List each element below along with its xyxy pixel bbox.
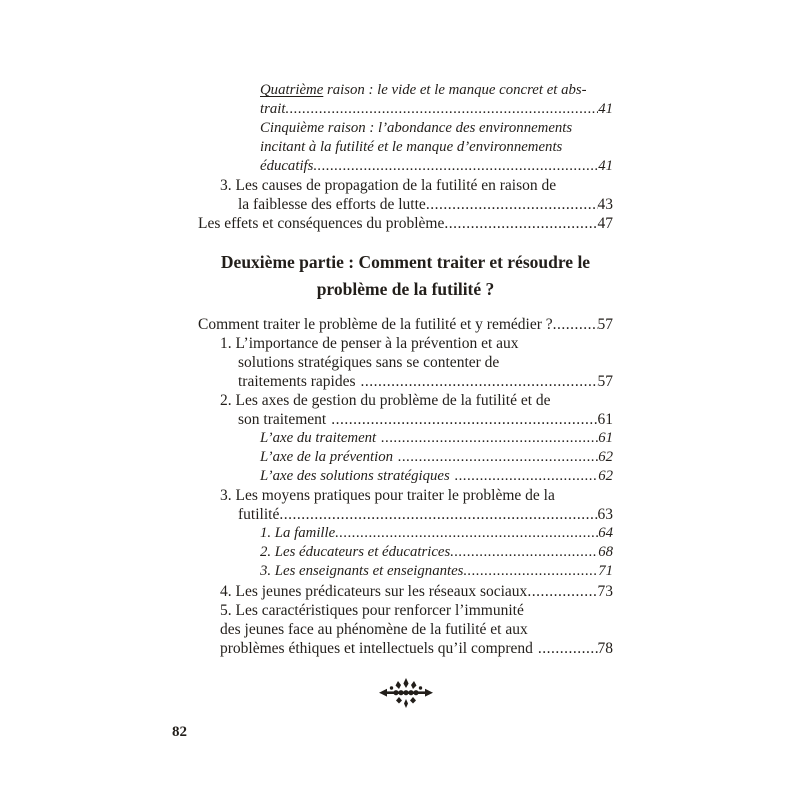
entry-page-number: 57	[597, 315, 613, 333]
toc-entry	[198, 448, 613, 467]
entry-text: L’axe du traitement	[260, 430, 377, 447]
toc-entry	[198, 467, 613, 486]
entry-page-number: 73	[597, 582, 613, 600]
toc-entry	[198, 582, 613, 601]
toc-entry	[198, 81, 613, 100]
dot-leader	[463, 562, 598, 581]
toc-entry	[198, 176, 613, 195]
entry-page-number: 41	[598, 101, 613, 118]
part-heading	[198, 249, 613, 303]
dot-leader	[279, 505, 597, 524]
entry-page-number: 61	[598, 430, 613, 447]
toc-entry	[198, 372, 613, 391]
entry-text: 1. La famille	[260, 525, 336, 542]
entry-text: des jeunes face au phénomène de la futilité et aux	[220, 620, 528, 638]
entry-text: 3. Les moyens pratiques pour traiter le problème de la	[220, 487, 555, 505]
entry-text: problèmes éthiques et intellectuels qu’il comprend	[220, 639, 533, 657]
entry-text: 1. L’importance de penser à la prévention et aux	[220, 334, 519, 352]
entry-page-number: 63	[597, 506, 613, 524]
entry-page-number: 68	[598, 544, 613, 561]
dot-leader	[426, 195, 598, 214]
toc-entry	[198, 138, 613, 157]
entry-page-number: 64	[598, 525, 613, 542]
toc-entry	[198, 562, 613, 581]
entry-page-number: 41	[598, 158, 613, 175]
toc-entry	[198, 639, 613, 658]
entry-page-number: 62	[598, 449, 613, 466]
toc-section-part1	[198, 81, 613, 233]
part-heading-line1: Deuxième partie : Comment traiter et résoudre le	[220, 252, 591, 273]
entry-text: traitements rapides	[238, 373, 356, 391]
dot-leader	[381, 429, 598, 448]
entry-text: solutions stratégiques sans se contenter de	[238, 353, 500, 371]
toc-entry	[198, 157, 613, 176]
toc-entry	[198, 486, 613, 505]
dot-leader	[313, 157, 598, 176]
dot-leader	[398, 448, 598, 467]
entry-text: Les effets et conséquences du problème	[198, 215, 445, 233]
toc-entry	[198, 601, 613, 620]
dot-leader	[527, 582, 597, 601]
entry-text: L’axe de la prévention	[260, 449, 393, 466]
entry-page-number: 78	[597, 639, 613, 657]
toc-entry	[198, 410, 613, 429]
entry-page-number: 62	[598, 468, 613, 485]
dot-leader	[538, 639, 598, 658]
dot-leader	[286, 100, 599, 119]
toc-entry	[198, 315, 613, 334]
dot-leader	[455, 467, 598, 486]
entry-page-number: 43	[597, 196, 613, 214]
toc-entry	[198, 543, 613, 562]
part-heading-line2: problème de la futilité ?	[316, 279, 495, 300]
entry-page-number: 71	[598, 563, 613, 580]
entry-text: Quatrième	[260, 82, 324, 98]
toc-entry	[198, 353, 613, 372]
toc-entry	[198, 391, 613, 410]
entry-page-number: 57	[597, 373, 613, 391]
entry-text: futilité	[238, 506, 280, 524]
entry-text: trait	[260, 101, 286, 118]
entry-text: la faiblesse des efforts de lutte	[238, 196, 426, 214]
entry-text: 2. Les éducateurs et éducatrices	[260, 544, 451, 561]
entry-text: 5. Les caractéristiques pour renforcer l’immunité	[220, 601, 524, 619]
page-number: 82	[172, 724, 187, 740]
toc-entry	[198, 214, 613, 233]
toc-entry	[198, 620, 613, 639]
toc-entry	[198, 100, 613, 119]
entry-text: son traitement	[238, 411, 327, 429]
toc-entry	[198, 524, 613, 543]
entry-text: éducatifs	[260, 158, 314, 175]
entry-text: Cinquième raison : l’abondance des environnements	[260, 120, 573, 137]
entry-text: 3. Les enseignants et enseignantes	[260, 563, 464, 580]
fleuron-ornament-icon	[198, 677, 613, 714]
entry-page-number: 47	[597, 215, 613, 233]
entry-page-number: 61	[597, 411, 613, 429]
entry-text	[260, 81, 587, 100]
entry-text: L’axe des solutions stratégiques	[260, 468, 450, 485]
toc-entry	[198, 505, 613, 524]
toc-section-part2	[198, 315, 613, 658]
dot-leader	[335, 524, 598, 543]
dot-leader	[444, 214, 597, 233]
toc-entry	[198, 195, 613, 214]
toc-entry	[198, 429, 613, 448]
toc-entry	[198, 334, 613, 353]
dot-leader	[361, 372, 598, 391]
dot-leader	[331, 410, 597, 429]
toc-entry	[198, 119, 613, 138]
entry-text: 3. Les causes de propagation de la futilité en raison de	[220, 177, 557, 195]
dot-leader	[450, 543, 598, 562]
entry-text: 4. Les jeunes prédicateurs sur les réseaux sociaux	[220, 582, 528, 600]
dot-leader	[553, 315, 598, 334]
entry-text: incitant à la futilité et le manque d’environnements	[260, 139, 563, 156]
entry-text: Comment traiter le problème de la futilité et y remédier ?	[198, 315, 553, 333]
entry-text: 2. Les axes de gestion du problème de la futilité et de	[220, 392, 551, 410]
table-of-contents	[198, 81, 613, 714]
entry-text: raison : le vide et le manque concret et abs-	[323, 82, 587, 98]
